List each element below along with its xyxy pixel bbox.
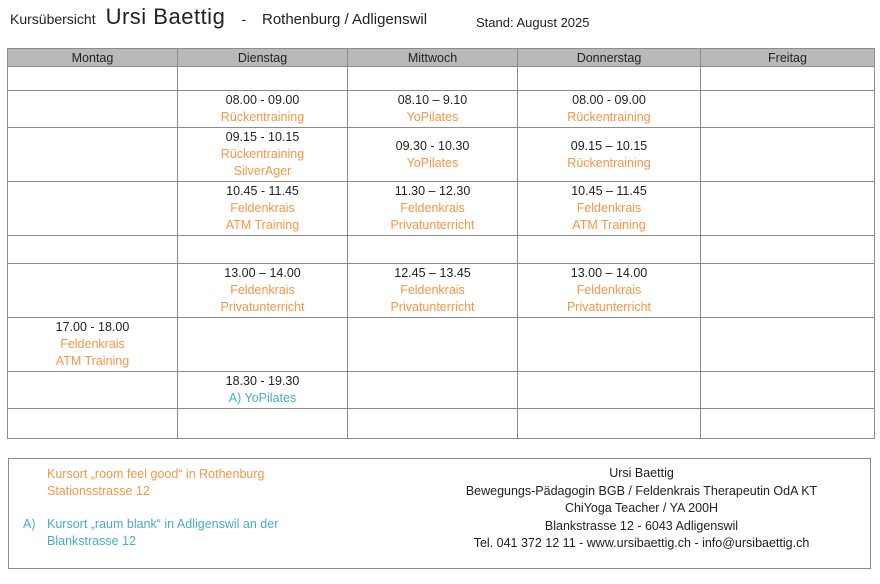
location-line-1: Kursort „room feel good“ in Rothenburg — [47, 467, 265, 481]
course-time: 13.00 – 14.00 — [224, 266, 301, 280]
course-name: Feldenkrais — [576, 201, 642, 215]
location-line-2: Stationsstrasse 12 — [47, 484, 150, 498]
cell-empty — [8, 236, 178, 264]
cell-empty — [348, 67, 518, 91]
course-time: 09.30 - 10.30 — [395, 138, 470, 153]
cell-empty — [8, 128, 178, 182]
course-time: 13.00 – 14.00 — [570, 266, 648, 280]
cell-empty — [518, 318, 701, 372]
course-time: 09.15 - 10.15 — [225, 130, 300, 144]
col-mittwoch: Mittwoch — [348, 49, 518, 67]
cell-empty — [518, 236, 701, 264]
contact-address: Blankstrasse 12 - 6043 Adligenswil — [544, 518, 739, 533]
cell-empty — [701, 372, 875, 409]
cell-empty — [8, 372, 178, 409]
schedule-row-empty — [8, 409, 875, 439]
course-subname: Privatunterricht — [390, 218, 475, 232]
cell-empty — [518, 67, 701, 91]
course-time: 17.00 - 18.00 — [55, 320, 130, 334]
title-separator: - — [241, 11, 246, 27]
location-prefix — [23, 466, 47, 500]
footer-box — [8, 458, 871, 569]
schedule-row-1700 — [8, 318, 875, 372]
col-dienstag: Dienstag — [178, 49, 348, 67]
course-name: Feldenkrais — [400, 201, 465, 215]
person-name: Ursi Baettig — [105, 4, 226, 29]
cell-empty — [518, 372, 701, 409]
course-subname: ATM Training — [225, 218, 300, 232]
schedule-row-empty — [8, 67, 875, 91]
kurs-label: Kursübersicht — [10, 11, 96, 27]
course-time: 09.15 – 10.15 — [570, 138, 648, 153]
weekday-header-row — [8, 49, 875, 67]
location-line-2: Blankstrasse 12 — [47, 534, 136, 548]
course-time: 12.45 – 13.45 — [394, 266, 471, 280]
schedule-row-0800 — [8, 91, 875, 128]
course-time: 08.10 – 9.10 — [397, 93, 468, 107]
cell-dienstag-1830 — [178, 372, 348, 409]
location-prefix: A) — [23, 517, 36, 531]
cell-donnerstag-1300 — [518, 264, 701, 318]
col-donnerstag: Donnerstag — [518, 49, 701, 67]
course-name: Feldenkrais — [60, 337, 125, 351]
course-name: YoPilates — [406, 155, 459, 170]
cell-empty — [701, 128, 875, 182]
cell-empty — [8, 67, 178, 91]
cell-empty — [701, 67, 875, 91]
title-location: Rothenburg / Adligenswil — [261, 11, 428, 28]
course-name: Rückentraining — [567, 110, 651, 124]
course-name: A) YoPilates — [228, 391, 297, 405]
course-time: 08.00 - 09.00 — [225, 93, 300, 107]
cell-empty — [178, 409, 348, 439]
cell-dienstag-1300 — [178, 264, 348, 318]
cell-empty — [701, 91, 875, 128]
course-subname: Privatunterricht — [220, 300, 305, 314]
cell-empty — [8, 182, 178, 236]
cell-empty — [701, 264, 875, 318]
location-line-1: Kursort „raum blank“ in Adligenswil an der — [47, 517, 279, 531]
course-subname: Privatunterricht — [390, 300, 475, 314]
cell-empty — [701, 409, 875, 439]
course-subname: ATM Training — [572, 218, 646, 232]
schedule-row-1045 — [8, 182, 875, 236]
course-time: 08.00 - 09.00 — [572, 93, 646, 107]
location-rothenburg — [23, 466, 413, 500]
location-text — [47, 466, 413, 500]
schedule-row-empty — [8, 236, 875, 264]
cell-empty — [178, 318, 348, 372]
cell-empty — [178, 236, 348, 264]
course-time: 10.45 - 11.45 — [226, 184, 299, 198]
course-time: 10.45 – 11.45 — [571, 184, 647, 198]
cell-empty — [348, 372, 518, 409]
course-name: Feldenkrais — [576, 283, 642, 297]
course-subname: SilverAger — [233, 164, 292, 178]
cell-empty — [8, 409, 178, 439]
schedule-row-1300 — [8, 264, 875, 318]
course-name: Rückentraining — [220, 147, 305, 161]
course-name: Feldenkrais — [400, 283, 465, 297]
course-name: Feldenkrais — [230, 201, 295, 215]
contact-name: Ursi Baettig — [609, 466, 674, 480]
cell-empty — [348, 236, 518, 264]
course-name: Feldenkrais — [230, 283, 295, 297]
contact-teacher: ChiYoga Teacher / YA 200H — [564, 501, 719, 515]
cell-empty — [178, 67, 348, 91]
cell-empty — [701, 318, 875, 372]
cell-empty — [8, 264, 178, 318]
cell-dienstag-0915 — [178, 128, 348, 182]
cell-empty — [8, 91, 178, 128]
course-time: 18.30 - 19.30 — [225, 374, 300, 388]
cell-mittwoch-1245 — [348, 264, 518, 318]
course-name: YoPilates — [406, 110, 459, 124]
col-montag: Montag — [8, 49, 178, 67]
cell-mittwoch-0810 — [348, 91, 518, 128]
location-adligenswil — [23, 516, 413, 550]
cell-donnerstag-0800 — [518, 91, 701, 128]
cell-dienstag-0800 — [178, 91, 348, 128]
col-freitag: Freitag — [701, 49, 875, 67]
contact-qualifications: Bewegungs-Pädagogin BGB / Feldenkrais Therapeutin OdA KT — [465, 483, 818, 498]
location-text — [47, 516, 413, 550]
schedule-row-1830 — [8, 372, 875, 409]
cell-donnerstag-0915 — [518, 128, 701, 182]
cell-empty — [348, 318, 518, 372]
cell-montag-1700 — [8, 318, 178, 372]
course-time: 11.30 – 12.30 — [394, 184, 471, 198]
contact-block — [413, 459, 870, 568]
schedule-row-0915 — [8, 128, 875, 182]
cell-empty — [701, 236, 875, 264]
course-subname: ATM Training — [55, 354, 130, 368]
course-subname: Privatunterricht — [566, 300, 652, 314]
schedule-table — [7, 48, 875, 439]
cell-empty — [518, 409, 701, 439]
cell-empty — [701, 182, 875, 236]
cell-empty — [348, 409, 518, 439]
course-name: Rückentraining — [567, 155, 651, 170]
course-name: Rückentraining — [220, 110, 305, 124]
page-header — [10, 4, 870, 42]
cell-dienstag-1045 — [178, 182, 348, 236]
stand-date: Stand: August 2025 — [476, 15, 590, 30]
contact-tel-web-email: Tel. 041 372 12 11 - www.ursibaettig.ch - info@ursibaettig.ch — [473, 536, 810, 550]
cell-mittwoch-0930 — [348, 128, 518, 182]
course-locations — [9, 459, 413, 568]
cell-mittwoch-1130 — [348, 182, 518, 236]
cell-donnerstag-1045 — [518, 182, 701, 236]
